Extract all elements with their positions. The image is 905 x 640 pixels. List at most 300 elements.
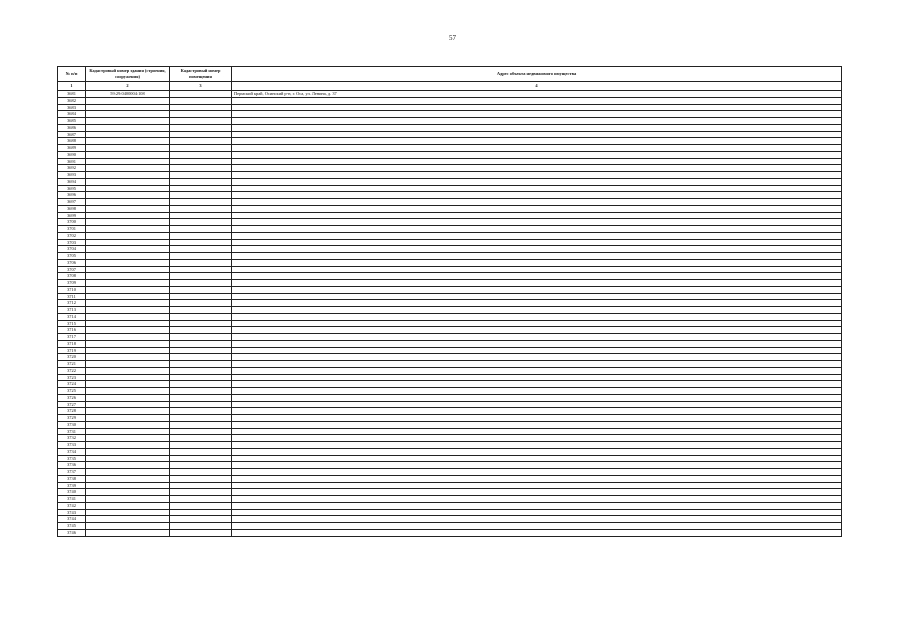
address-cell — [232, 529, 842, 536]
cadastral-number-cell — [86, 280, 170, 287]
cadastral-number-cell — [86, 219, 170, 226]
row-number-cell: 3698 — [58, 205, 86, 212]
room-cadastral-cell — [170, 347, 232, 354]
row-number-cell: 3706 — [58, 259, 86, 266]
address-cell — [232, 246, 842, 253]
row-number-cell: 3704 — [58, 246, 86, 253]
cadastral-number-cell — [86, 124, 170, 131]
address-cell — [232, 334, 842, 341]
address-cell — [232, 374, 842, 381]
cadastral-number-cell — [86, 253, 170, 260]
cadastral-number-cell — [86, 347, 170, 354]
cadastral-number-cell — [86, 111, 170, 118]
column-number: 4 — [232, 82, 842, 91]
property-register-table — [57, 66, 842, 537]
header-cadastral: Кадастровый номер здания (строения, сооружения) — [86, 67, 170, 82]
room-cadastral-cell — [170, 334, 232, 341]
table-row — [58, 158, 842, 165]
address-cell — [232, 219, 842, 226]
table-row — [58, 475, 842, 482]
table-row — [58, 442, 842, 449]
address-cell — [232, 172, 842, 179]
cadastral-number-cell — [86, 300, 170, 307]
table-row — [58, 502, 842, 509]
cadastral-number-cell — [86, 199, 170, 206]
cadastral-number-cell — [86, 205, 170, 212]
room-cadastral-cell — [170, 253, 232, 260]
table-row — [58, 286, 842, 293]
cadastral-number-cell — [86, 313, 170, 320]
row-number-cell: 3717 — [58, 334, 86, 341]
cadastral-number-cell — [86, 435, 170, 442]
cadastral-number-cell — [86, 185, 170, 192]
row-number-cell: 3719 — [58, 347, 86, 354]
row-number-cell: 3716 — [58, 327, 86, 334]
cadastral-number-cell — [86, 334, 170, 341]
room-cadastral-cell — [170, 516, 232, 523]
row-number-cell: 3694 — [58, 178, 86, 185]
address-cell — [232, 354, 842, 361]
column-number: 2 — [86, 82, 170, 91]
cadastral-number-cell — [86, 151, 170, 158]
cadastral-number-cell — [86, 118, 170, 125]
room-cadastral-cell — [170, 394, 232, 401]
row-number-cell: 3741 — [58, 496, 86, 503]
address-cell — [232, 340, 842, 347]
cadastral-number-cell — [86, 489, 170, 496]
row-number-cell: 3727 — [58, 401, 86, 408]
room-cadastral-cell — [170, 401, 232, 408]
table-row — [58, 145, 842, 152]
room-cadastral-cell — [170, 381, 232, 388]
address-cell — [232, 435, 842, 442]
address-cell — [232, 313, 842, 320]
table-row — [58, 192, 842, 199]
column-number-row — [58, 82, 842, 91]
address-cell — [232, 361, 842, 368]
address-cell — [232, 381, 842, 388]
row-number-cell: 3737 — [58, 469, 86, 476]
address-cell — [232, 475, 842, 482]
room-cadastral-cell — [170, 435, 232, 442]
row-number-cell: 3728 — [58, 408, 86, 415]
row-number-cell: 3731 — [58, 428, 86, 435]
room-cadastral-cell — [170, 97, 232, 104]
cadastral-number-cell — [86, 408, 170, 415]
address-cell — [232, 489, 842, 496]
room-cadastral-cell — [170, 469, 232, 476]
table-row — [58, 226, 842, 233]
table-row — [58, 394, 842, 401]
room-cadastral-cell — [170, 273, 232, 280]
address-cell — [232, 199, 842, 206]
table-row — [58, 131, 842, 138]
row-number-cell: 3730 — [58, 421, 86, 428]
column-number: 3 — [170, 82, 232, 91]
address-cell — [232, 205, 842, 212]
room-cadastral-cell — [170, 448, 232, 455]
row-number-cell: 3686 — [58, 124, 86, 131]
table-row — [58, 421, 842, 428]
row-number-cell: 3739 — [58, 482, 86, 489]
row-number-cell: 3710 — [58, 286, 86, 293]
address-cell — [232, 165, 842, 172]
row-number-cell: 3684 — [58, 111, 86, 118]
table-row — [58, 212, 842, 219]
address-cell — [232, 124, 842, 131]
room-cadastral-cell — [170, 111, 232, 118]
row-number-cell: 3718 — [58, 340, 86, 347]
table-row — [58, 327, 842, 334]
cadastral-number-cell — [86, 401, 170, 408]
address-cell — [232, 496, 842, 503]
cadastral-number-cell — [86, 428, 170, 435]
cadastral-number-cell — [86, 259, 170, 266]
address-cell — [232, 307, 842, 314]
table-row — [58, 496, 842, 503]
table-row — [58, 205, 842, 212]
row-number-cell: 3689 — [58, 145, 86, 152]
cadastral-number-cell — [86, 327, 170, 334]
table-row — [58, 151, 842, 158]
cadastral-number-cell — [86, 442, 170, 449]
room-cadastral-cell — [170, 178, 232, 185]
cadastral-number-cell — [86, 239, 170, 246]
address-cell — [232, 104, 842, 111]
cadastral-number-cell — [86, 138, 170, 145]
table-row — [58, 462, 842, 469]
table-row — [58, 118, 842, 125]
row-number-cell: 3703 — [58, 239, 86, 246]
table-row — [58, 401, 842, 408]
row-number-cell: 3714 — [58, 313, 86, 320]
cadastral-number-cell — [86, 462, 170, 469]
room-cadastral-cell — [170, 421, 232, 428]
table-row — [58, 219, 842, 226]
cadastral-number-cell — [86, 529, 170, 536]
table-row — [58, 435, 842, 442]
table-row — [58, 320, 842, 327]
address-cell — [232, 347, 842, 354]
row-number-cell: 3683 — [58, 104, 86, 111]
row-number-cell: 3707 — [58, 266, 86, 273]
table-row — [58, 388, 842, 395]
table-row — [58, 354, 842, 361]
room-cadastral-cell — [170, 475, 232, 482]
address-cell — [232, 253, 842, 260]
table-row — [58, 300, 842, 307]
cadastral-number-cell — [86, 415, 170, 422]
cadastral-number-cell — [86, 367, 170, 374]
address-cell — [232, 367, 842, 374]
room-cadastral-cell — [170, 415, 232, 422]
room-cadastral-cell — [170, 199, 232, 206]
room-cadastral-cell — [170, 158, 232, 165]
cadastral-number-cell — [86, 516, 170, 523]
room-cadastral-cell — [170, 286, 232, 293]
row-number-cell: 3701 — [58, 226, 86, 233]
cadastral-number-cell — [86, 361, 170, 368]
cadastral-number-cell — [86, 421, 170, 428]
table-row — [58, 415, 842, 422]
row-number-cell: 3681 — [58, 91, 86, 98]
room-cadastral-cell — [170, 91, 232, 98]
row-number-cell: 3702 — [58, 232, 86, 239]
cadastral-number-cell — [86, 496, 170, 503]
table-row — [58, 509, 842, 516]
row-number-cell: 3743 — [58, 509, 86, 516]
room-cadastral-cell — [170, 232, 232, 239]
address-cell — [232, 502, 842, 509]
row-number-cell: 3742 — [58, 502, 86, 509]
row-number-cell: 3734 — [58, 448, 86, 455]
address-cell — [232, 192, 842, 199]
table-row — [58, 455, 842, 462]
address-cell — [232, 421, 842, 428]
row-number-cell: 3685 — [58, 118, 86, 125]
address-cell — [232, 516, 842, 523]
address-cell — [232, 482, 842, 489]
cadastral-number-cell — [86, 104, 170, 111]
address-cell — [232, 388, 842, 395]
cadastral-number-cell — [86, 469, 170, 476]
address-cell — [232, 408, 842, 415]
room-cadastral-cell — [170, 205, 232, 212]
room-cadastral-cell — [170, 361, 232, 368]
row-number-cell: 3715 — [58, 320, 86, 327]
room-cadastral-cell — [170, 327, 232, 334]
address-cell — [232, 455, 842, 462]
address-cell — [232, 428, 842, 435]
table-row — [58, 138, 842, 145]
address-cell — [232, 145, 842, 152]
table-row — [58, 280, 842, 287]
room-cadastral-cell — [170, 226, 232, 233]
cadastral-number-cell — [86, 192, 170, 199]
cadastral-number-cell — [86, 307, 170, 314]
table-row — [58, 482, 842, 489]
room-cadastral-cell — [170, 145, 232, 152]
cadastral-number-cell — [86, 145, 170, 152]
room-cadastral-cell — [170, 219, 232, 226]
row-number-cell: 3712 — [58, 300, 86, 307]
header-address: Адрес объекта недвижимого имущества — [232, 67, 842, 82]
table-row — [58, 448, 842, 455]
header-num: № п/п — [58, 67, 86, 82]
row-number-cell: 3697 — [58, 199, 86, 206]
room-cadastral-cell — [170, 502, 232, 509]
room-cadastral-cell — [170, 529, 232, 536]
row-number-cell: 3713 — [58, 307, 86, 314]
room-cadastral-cell — [170, 307, 232, 314]
table-row — [58, 232, 842, 239]
cadastral-number-cell — [86, 246, 170, 253]
row-number-cell: 3720 — [58, 354, 86, 361]
table-row — [58, 428, 842, 435]
room-cadastral-cell — [170, 374, 232, 381]
table-row — [58, 172, 842, 179]
cadastral-number-cell — [86, 293, 170, 300]
cadastral-number-cell — [86, 509, 170, 516]
table-row — [58, 259, 842, 266]
table-row — [58, 178, 842, 185]
table-row — [58, 516, 842, 523]
row-number-cell: 3721 — [58, 361, 86, 368]
cadastral-number-cell — [86, 388, 170, 395]
room-cadastral-cell — [170, 482, 232, 489]
address-cell — [232, 401, 842, 408]
table-row — [58, 340, 842, 347]
room-cadastral-cell — [170, 124, 232, 131]
address-cell — [232, 239, 842, 246]
address-cell — [232, 394, 842, 401]
address-cell — [232, 442, 842, 449]
address-cell — [232, 212, 842, 219]
row-number-cell: 3682 — [58, 97, 86, 104]
room-cadastral-cell — [170, 442, 232, 449]
header-room: Кадастровый номер помещения — [170, 67, 232, 82]
row-number-cell: 3708 — [58, 273, 86, 280]
row-number-cell: 3692 — [58, 165, 86, 172]
cadastral-number-cell — [86, 266, 170, 273]
table-row — [58, 307, 842, 314]
room-cadastral-cell — [170, 496, 232, 503]
address-cell — [232, 226, 842, 233]
row-number-cell: 3732 — [58, 435, 86, 442]
table-row — [58, 523, 842, 530]
cadastral-number-cell — [86, 394, 170, 401]
room-cadastral-cell — [170, 293, 232, 300]
column-number: 1 — [58, 82, 86, 91]
table-row — [58, 111, 842, 118]
cadastral-number-cell — [86, 482, 170, 489]
room-cadastral-cell — [170, 320, 232, 327]
address-cell — [232, 320, 842, 327]
table-body — [58, 91, 842, 537]
table-row — [58, 529, 842, 536]
cadastral-number-cell — [86, 320, 170, 327]
room-cadastral-cell — [170, 165, 232, 172]
table-row — [58, 408, 842, 415]
room-cadastral-cell — [170, 354, 232, 361]
cadastral-number-cell — [86, 232, 170, 239]
room-cadastral-cell — [170, 246, 232, 253]
cadastral-number-cell — [86, 273, 170, 280]
cadastral-number-cell — [86, 340, 170, 347]
table-row — [58, 253, 842, 260]
address-cell — [232, 118, 842, 125]
room-cadastral-cell — [170, 509, 232, 516]
address-cell — [232, 151, 842, 158]
address-cell — [232, 259, 842, 266]
row-number-cell: 3725 — [58, 388, 86, 395]
address-cell — [232, 280, 842, 287]
table-header-row — [58, 67, 842, 82]
room-cadastral-cell — [170, 259, 232, 266]
cadastral-number-cell — [86, 523, 170, 530]
room-cadastral-cell — [170, 212, 232, 219]
cadastral-number-cell — [86, 97, 170, 104]
cadastral-number-cell — [86, 448, 170, 455]
table-row — [58, 199, 842, 206]
table-row — [58, 104, 842, 111]
room-cadastral-cell — [170, 388, 232, 395]
room-cadastral-cell — [170, 131, 232, 138]
room-cadastral-cell — [170, 151, 232, 158]
table-row — [58, 266, 842, 273]
address-cell — [232, 185, 842, 192]
table-row — [58, 313, 842, 320]
address-cell — [232, 158, 842, 165]
room-cadastral-cell — [170, 300, 232, 307]
address-cell — [232, 293, 842, 300]
address-cell — [232, 131, 842, 138]
cadastral-number-cell — [86, 158, 170, 165]
cadastral-number-cell — [86, 178, 170, 185]
table-row — [58, 469, 842, 476]
cadastral-number-cell — [86, 165, 170, 172]
table-row — [58, 273, 842, 280]
row-number-cell: 3745 — [58, 523, 86, 530]
table-row — [58, 334, 842, 341]
address-cell — [232, 178, 842, 185]
address-cell — [232, 266, 842, 273]
table-row — [58, 361, 842, 368]
address-cell — [232, 300, 842, 307]
room-cadastral-cell — [170, 462, 232, 469]
page-number: 57 — [449, 34, 456, 42]
room-cadastral-cell — [170, 523, 232, 530]
row-number-cell: 3695 — [58, 185, 86, 192]
table-row — [58, 239, 842, 246]
room-cadastral-cell — [170, 455, 232, 462]
row-number-cell: 3711 — [58, 293, 86, 300]
row-number-cell: 3729 — [58, 415, 86, 422]
address-cell — [232, 469, 842, 476]
address-cell — [232, 327, 842, 334]
address-cell — [232, 286, 842, 293]
room-cadastral-cell — [170, 118, 232, 125]
room-cadastral-cell — [170, 313, 232, 320]
address-cell — [232, 509, 842, 516]
cadastral-number-cell — [86, 131, 170, 138]
table-row — [58, 185, 842, 192]
row-number-cell: 3688 — [58, 138, 86, 145]
table-row — [58, 165, 842, 172]
row-number-cell: 3733 — [58, 442, 86, 449]
room-cadastral-cell — [170, 340, 232, 347]
row-number-cell: 3722 — [58, 367, 86, 374]
address-cell — [232, 232, 842, 239]
room-cadastral-cell — [170, 280, 232, 287]
table-row — [58, 246, 842, 253]
row-number-cell: 3687 — [58, 131, 86, 138]
address-cell — [232, 415, 842, 422]
row-number-cell: 3746 — [58, 529, 86, 536]
row-number-cell: 3735 — [58, 455, 86, 462]
table-row — [58, 381, 842, 388]
row-number-cell: 3724 — [58, 381, 86, 388]
room-cadastral-cell — [170, 192, 232, 199]
address-cell — [232, 138, 842, 145]
row-number-cell: 3690 — [58, 151, 86, 158]
cadastral-number-cell — [86, 354, 170, 361]
room-cadastral-cell — [170, 172, 232, 179]
row-number-cell: 3738 — [58, 475, 86, 482]
row-number-cell: 3744 — [58, 516, 86, 523]
table-row — [58, 367, 842, 374]
room-cadastral-cell — [170, 367, 232, 374]
